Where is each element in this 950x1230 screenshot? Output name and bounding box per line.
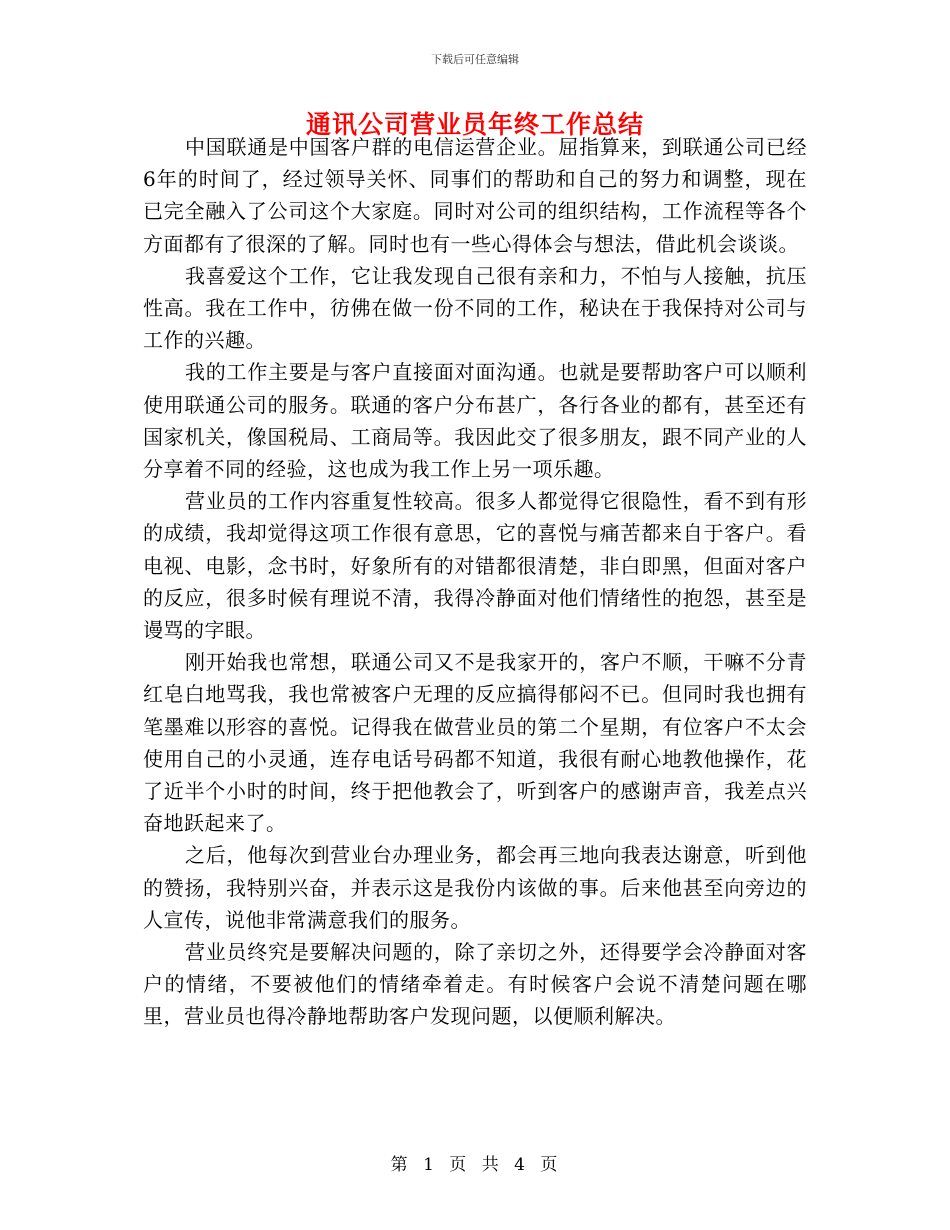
total-prefix: 共 (481, 1155, 501, 1175)
paragraph: 刚开始我也常想，联通公司又不是我家开的，客户不顺，干嘛不分青红皂白地骂我，我也常被客户无理的反应搞得郁闷不已。但同时我也拥有笔墨难以形容的喜悦。记得我在做营业员的第二个星期，有位客户不太会使用自己的小灵通，连存电话号码都不知道，我很有耐心地教他操作，花了近半个小时的时间，终于把他教会了，听到客户的感谢声音，我差点兴奋地跃起来了。 (143, 650, 807, 836)
paragraph: 营业员终究是要解决问题的，除了亲切之外，还得要学会冷静面对客户的情绪，不要被他们的情绪牵着走。有时候客户会说不清楚问题在哪里，营业员也得冷静地帮助客户发现问题，以便顺利解决。 (143, 940, 807, 1029)
current-page-number: 1 (423, 1155, 436, 1175)
page-footer (0, 1154, 950, 1176)
total-page-count: 4 (514, 1155, 527, 1175)
page-word: 页 (449, 1155, 469, 1175)
paragraph: 营业员的工作内容重复性较高。很多人都觉得它很隐性，看不到有形的成绩，我却觉得这项工作很有意思，它的喜悦与痛苦都来自于客户。看电视、电影，念书时，好象所有的对错都很清楚，非白即黑，但面对客户的反应，很多时候有理说不清，我得冷静面对他们情绪性的抱怨，甚至是谩骂的字眼。 (143, 489, 807, 643)
paragraph: 我的工作主要是与客户直接面对面沟通。也就是要帮助客户可以顺利使用联通公司的服务。联通的客户分布甚广，各行各业的都有，甚至还有国家机关，像国税局、工商局等。我因此交了很多朋友，跟不同产业的人分享着不同的经验，这也成为我工作上另一项乐趣。 (143, 360, 807, 482)
document-body (143, 131, 807, 1033)
paragraph: 中国联通是中国客户群的电信运营企业。屈指算来，到联通公司已经6年的时间了，经过领导关怀、同事们的帮助和自己的努力和调整，现在已完全融入了公司这个大家庭。同时对公司的组织结构，工作流程等各个方面都有了很深的了解。同时也有一些心得体会与想法，借此机会谈谈。 (143, 135, 807, 256)
paragraph: 之后，他每次到营业台办理业务，都会再三地向我表达谢意，听到他的赞扬，我特别兴奋，并表示这是我份内该做的事。后来他甚至向旁边的人宣传，说他非常满意我们的服务。 (143, 843, 807, 932)
paragraph: 我喜爱这个工作，它让我发现自己很有亲和力，不怕与人接触，抗压性高。我在工作中，彷佛在做一份不同的工作，秘诀在于我保持对公司与工作的兴趣。 (143, 263, 807, 353)
document-title: 通讯公司营业员年终工作总结 (305, 110, 644, 139)
header-note: 下载后可任意编辑 (431, 53, 519, 66)
page-prefix: 第 (390, 1155, 410, 1175)
total-suffix: 页 (540, 1155, 560, 1175)
